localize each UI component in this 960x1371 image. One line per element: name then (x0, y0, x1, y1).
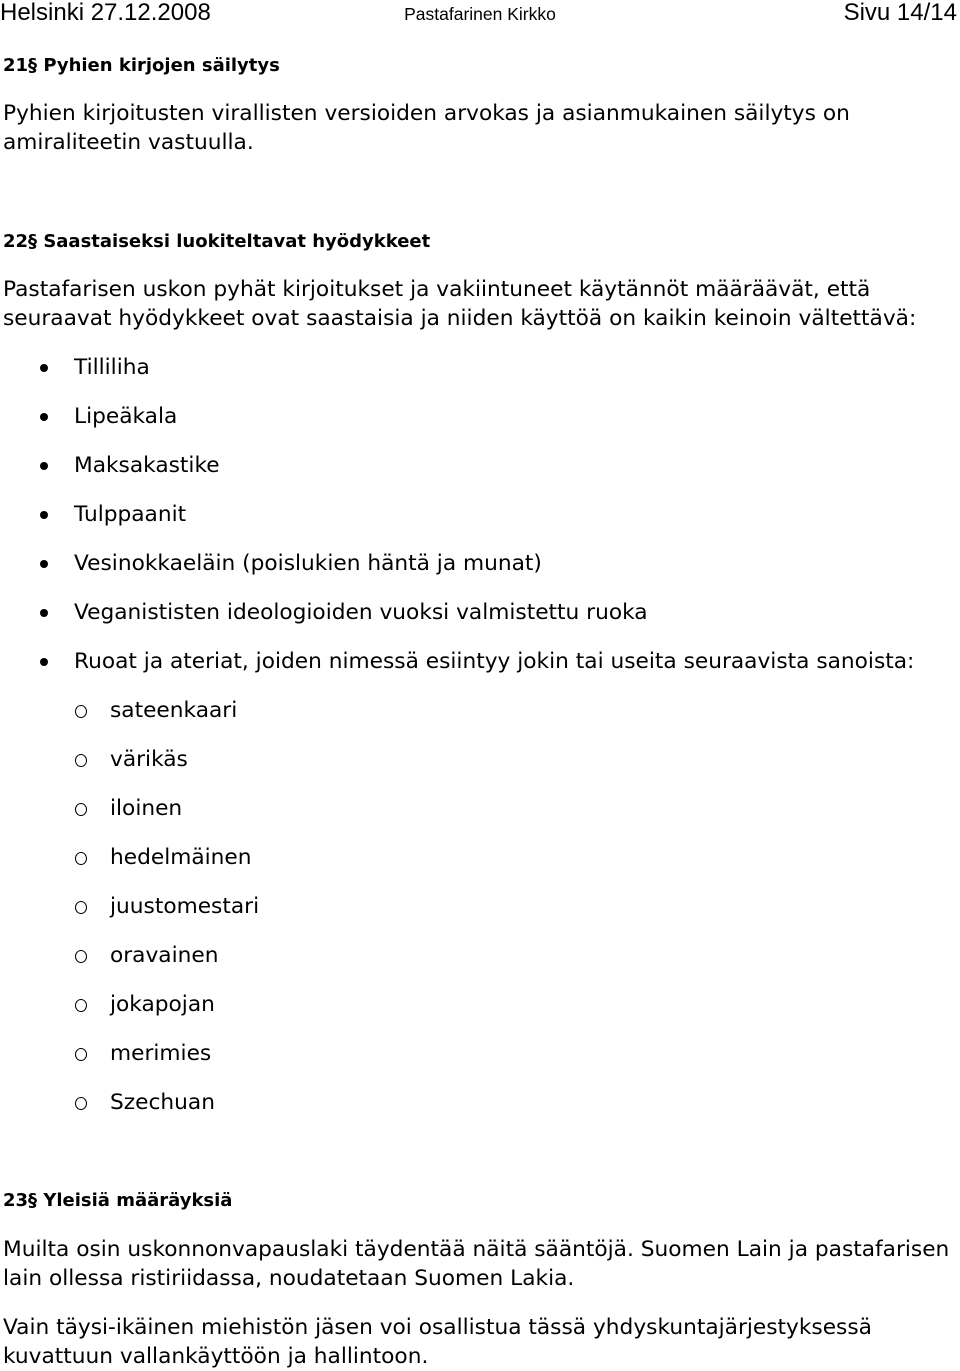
sub-list-item-text: merimies (110, 1041, 212, 1066)
hollow-circle-bullet-icon (75, 852, 87, 865)
hollow-circle-bullet-icon (75, 950, 87, 963)
hollow-circle-bullet-icon (75, 705, 87, 718)
sub-list-item-text: Szechuan (110, 1090, 215, 1115)
sub-list-item (0, 892, 960, 941)
sub-list-item-text: värikäs (110, 747, 188, 772)
list-item-text: Tulppaanit (74, 502, 187, 527)
list-item-text: Veganististen ideologioiden vuoksi valmistettu ruoka (74, 600, 648, 625)
list-item (0, 402, 960, 451)
list-item (0, 451, 960, 500)
paragraph-line: Vain täysi-ikäinen miehistön jäsen voi osallistua tässä yhdyskuntajärjestyksessä (3, 1315, 872, 1340)
sub-list-item (0, 745, 960, 794)
sub-list-item-text: iloinen (110, 796, 183, 821)
list-item (0, 500, 960, 549)
unclean-goods-list (0, 353, 960, 1137)
sub-list-item-text: jokapojan (110, 992, 215, 1017)
sub-list-item (0, 990, 960, 1039)
bullet-icon (40, 413, 48, 421)
hollow-circle-bullet-icon (75, 803, 87, 816)
list-item (0, 549, 960, 598)
list-item-text: Vesinokkaeläin (poislukien häntä ja munat) (74, 551, 542, 576)
sub-list-item (0, 696, 960, 745)
list-item (0, 598, 960, 647)
sub-list-item (0, 794, 960, 843)
bullet-icon (40, 658, 48, 666)
bullet-icon (40, 462, 48, 470)
sub-list-item-text: oravainen (110, 943, 219, 968)
sub-list-item (0, 843, 960, 892)
paragraph (3, 1235, 949, 1293)
header-date: Helsinki 27.12.2008 (0, 0, 211, 26)
hollow-circle-bullet-icon (75, 901, 87, 914)
list-item-text: Ruoat ja ateriat, joiden nimessä esiintyy jokin tai useita seuraavista sanoista: (74, 649, 915, 674)
paragraph-line: Muilta osin uskonnonvapauslaki täydentää näitä sääntöjä. Suomen Lain ja pastafarisen (3, 1237, 950, 1262)
paragraph-line: amiraliteetin vastuulla. (3, 130, 254, 155)
sub-list-item (0, 1039, 960, 1088)
section-heading: 23§ Yleisiä määräyksiä (3, 1190, 233, 1211)
sub-list-item-text: juustomestari (110, 894, 260, 919)
list-item-text: Lipeäkala (74, 404, 178, 429)
paragraph-line: Pyhien kirjoitusten virallisten versioiden arvokas ja asianmukainen säilytys on (3, 101, 850, 126)
header-page-number: Sivu 14/14 (843, 0, 957, 26)
list-item-text: Tilliliha (74, 355, 150, 380)
paragraph (3, 1313, 872, 1371)
bullet-icon (40, 560, 48, 568)
hollow-circle-bullet-icon (75, 1048, 87, 1061)
sub-list-item-text: sateenkaari (110, 698, 238, 723)
bullet-icon (40, 609, 48, 617)
bullet-icon (40, 364, 48, 372)
section-heading: 21§ Pyhien kirjojen säilytys (3, 55, 280, 76)
paragraph (3, 275, 916, 333)
paragraph-line: kuvattuun vallankäyttöön ja hallintoon. (3, 1344, 429, 1369)
hollow-circle-bullet-icon (75, 754, 87, 767)
sub-list-item (0, 941, 960, 990)
list-item (0, 353, 960, 402)
paragraph-line: Pastafarisen uskon pyhät kirjoitukset ja vakiintuneet käytännöt määräävät, että (3, 277, 871, 302)
paragraph-line: seuraavat hyödykkeet ovat saastaisia ja niiden käyttöä on kaikin keinoin vältettävä: (3, 306, 917, 331)
list-item-text: Maksakastike (74, 453, 220, 478)
sub-list-item-text: hedelmäinen (110, 845, 252, 870)
paragraph-line: lain ollessa ristiriidassa, noudatetaan Suomen Lakia. (3, 1266, 575, 1291)
sub-list-item (0, 1088, 960, 1137)
list-item (0, 647, 960, 1137)
paragraph (3, 99, 850, 157)
hollow-circle-bullet-icon (75, 999, 87, 1012)
forbidden-words-list (0, 696, 960, 1137)
header-organization: Pastafarinen Kirkko (404, 4, 556, 24)
hollow-circle-bullet-icon (75, 1097, 87, 1110)
bullet-icon (40, 511, 48, 519)
section-heading: 22§ Saastaiseksi luokiteltavat hyödykkeet (3, 231, 431, 252)
